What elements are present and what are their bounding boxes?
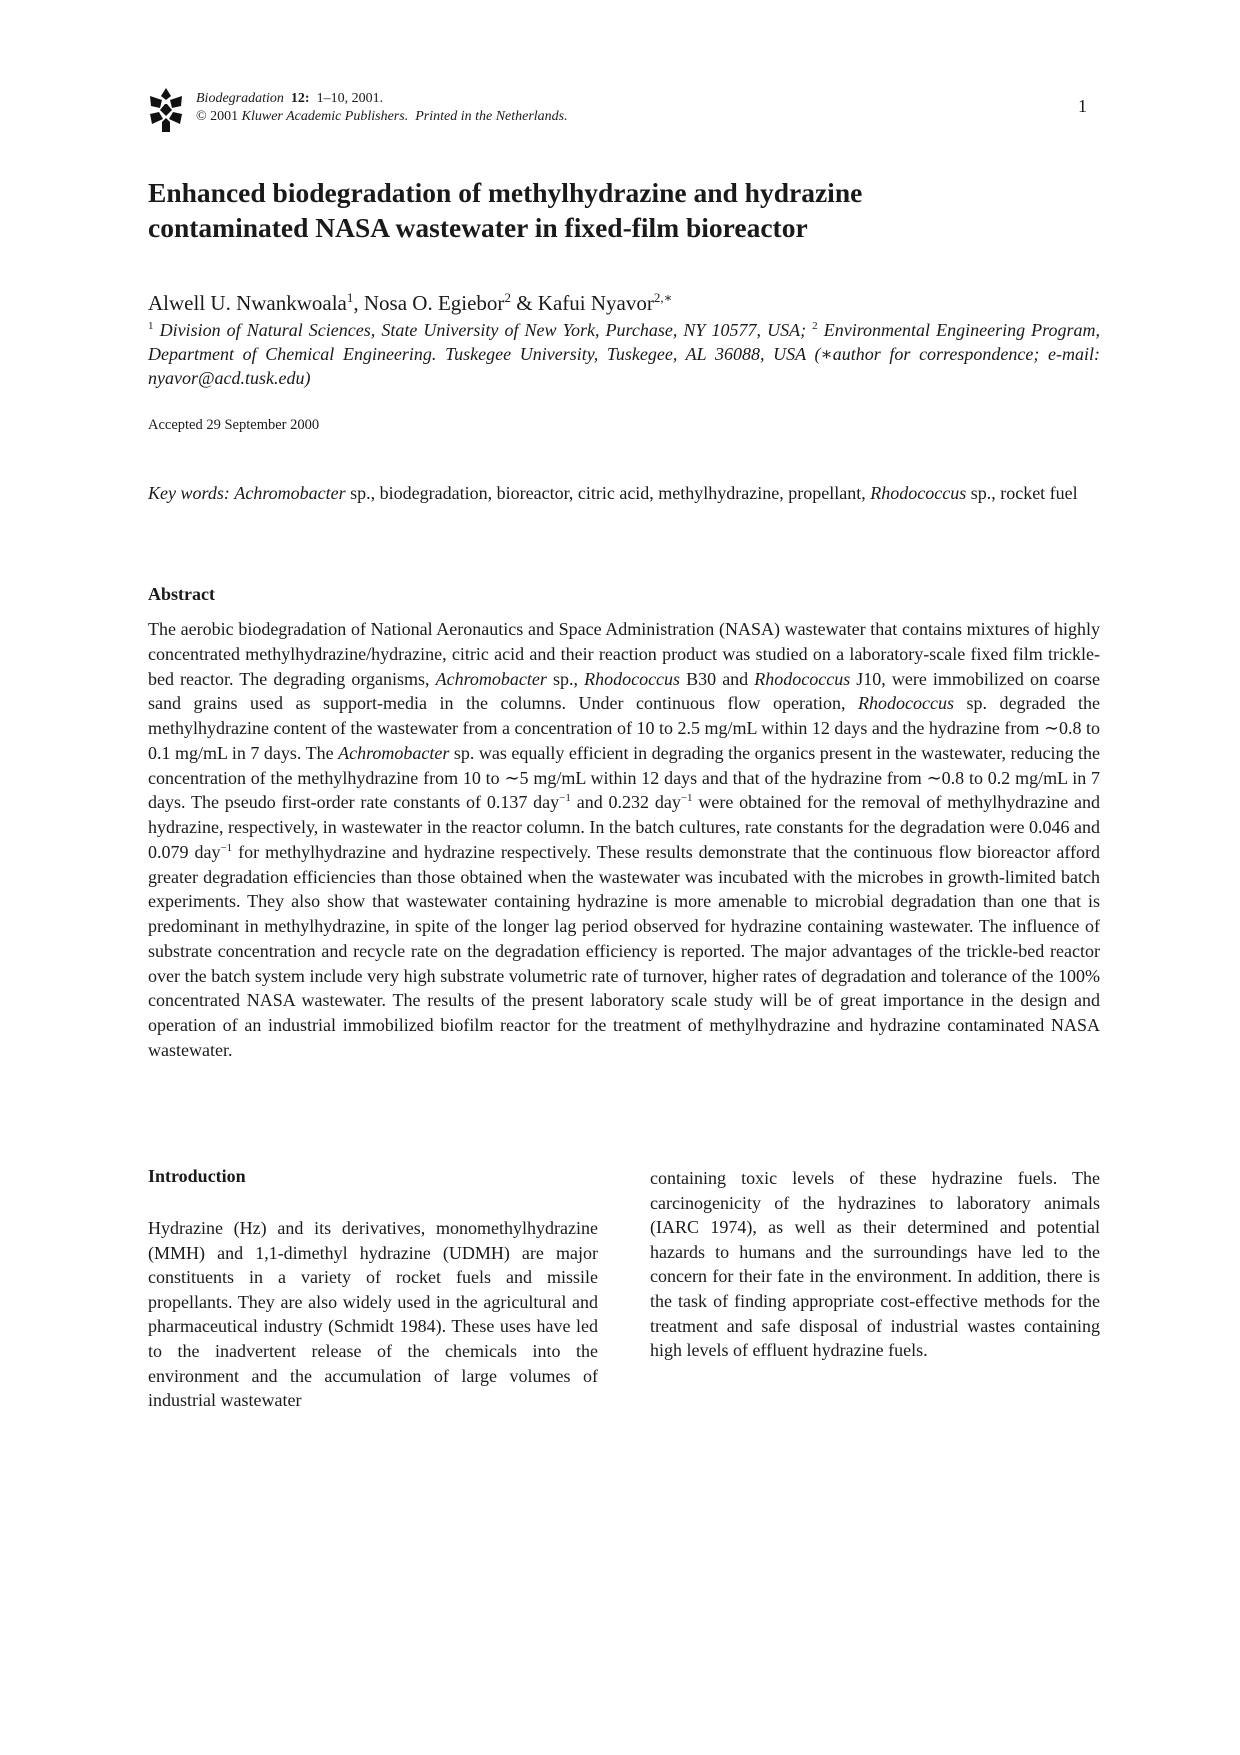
author-name: Kafui Nyavor [537,291,654,315]
journal-pages-year: 1–10, 2001. [316,91,384,106]
organism-name: Rhodococcus [754,668,851,689]
affiliation-text: Division of Natural Sciences, State University of New York, Purchase, NY 10577, USA; [153,320,813,340]
introduction-right-column: containing toxic levels of these hydrazine fuels. The carcinogenicity of the hydrazines to laboratory animals (IARC 1974), as well as their determined and potential hazards to humans and the surroundings have led to the concern for their fate in the environment. In addition, there is the task of finding appropriate cost-effective methods for the treatment and safe disposal of industrial wastes containing high levels of effluent hydrazine fuels. [650,1168,1100,1361]
accepted-date: Accepted 29 September 2000 [148,417,320,433]
keyword-text: sp., biodegradation, bioreactor, citric acid, methylhydrazine, propellant, [345,483,871,503]
running-head [196,90,568,126]
journal-name: Biodegradation [196,91,284,106]
author-name: Nosa O. Egiebor [363,291,505,315]
keywords [148,481,1100,505]
exponent: −1 [220,841,233,854]
author-list [148,290,672,316]
affiliation-mark: 1 [148,320,154,332]
publisher-logo-icon [148,86,184,134]
paper-title-line-1: Enhanced biodegradation of methylhydrazine and hydrazine [148,177,863,208]
abstract-text: for methylhydrazine and hydrazine respectively. These results demonstrate that the continuous flow bioreactor afford greater degradation efficiencies than those obtained when the wastewater was incubated with the microbes in growth-limited batch experiments. They also show that wastewater containing hydrazine is more amenable to microbial degradation than one that is predominant in methylhydrazine, in spite of the longer lag period observed for hydrazine containing wastewater. The influence of substrate concentration and recycle rate on the degradation efficiency is reported. The major advantages of the trickle-bed reactor over the batch system include very high substrate volumetric rate of turnover, higher rates of degradation and tolerance of the 100% concentrated NASA wastewater. The results of the present laboratory scale study will be of great importance in the design and operation of an industrial immobilized biofilm reactor for the treatment of methylhydrazine and hydrazine contaminated NASA wastewater. [148,841,1100,1060]
abstract-text: B30 and [680,668,755,689]
introduction-heading: Introduction [148,1166,246,1186]
copyright-notice: © 2001 [196,109,239,124]
author-separator: , [353,291,364,315]
affiliation-text: Environmental Engineering Program, Department of Chemical Engineering. Tuskegee University, Tuskegee, AL 36088, USA (∗author for correspondence; e-mail: nyavor@acd.tusk.edu) [148,320,1100,388]
keyword-text: sp., rocket fuel [966,483,1078,503]
author-affiliation-mark: 2 [504,290,511,305]
abstract-body [148,617,1100,1063]
printed-note: Printed in the Netherlands. [415,109,568,124]
abstract-text: The aerobic biodegradation of National Aeronautics and Space Administration (NASA) wastewater that contains mixtures of highly concentrated methylhydrazine/hydrazine, citric acid and their reaction product was studied on a laboratory-scale fixed film trickle-bed reactor. The degrading organisms, [148,619,1100,689]
paper-title-line-2: contaminated NASA wastewater in fixed-film bioreactor [148,212,808,243]
page-number: 1 [1078,96,1087,116]
exponent: −1 [559,792,571,805]
publisher-name: Kluwer Academic Publishers. [241,109,409,124]
author-separator: & [510,291,538,315]
abstract-text: and 0.232 day [570,792,681,813]
abstract-text: sp. was equally efficient in degrading the organics present in the wastewater, reducing the concentration of the methylhydrazine from 10 to ∼5 mg/mL within 12 days and that of the hydrazine from ∼0.8 to 0.2 mg/mL in 7 days. The pseudo first-order rate constants of 0.137 day [148,742,1100,813]
journal-citation [196,90,568,108]
abstract-text: J10, were immobilized on coarse sand grains used as support-media in the columns. Under continuous flow operation, [148,668,1100,714]
journal-volume: 12: [290,91,310,106]
keyword-italic: Achromobacter [234,483,346,503]
organism-name: Rhodococcus [858,693,954,714]
author-affiliation-mark: 1 [346,290,354,305]
keyword-italic: Rhodococcus [870,483,967,503]
author-affiliation-mark: 2,∗ [653,290,673,305]
abstract-text: were obtained for the removal of methylhydrazine and hydrazine, respectively, in wastewater in the reactor column. In the batch cultures, rate constants for the degradation were 0.046 and 0.079 day [148,792,1101,862]
organism-name: Achromobacter [338,742,450,763]
author-affiliations [148,318,1100,390]
introduction-left-column: Hydrazine (Hz) and its derivatives, monomethylhydrazine (MMH) and 1,1-dimethyl hydrazine (UDMH) are major constituents in a variety of rocket fuels and missile propellants. They are also widely used in the agricultural and pharmaceutical industry (Schmidt 1984). These uses have led to the inadvertent release of the chemicals into the environment and the accumulation of large volumes of industrial wastewater [148,1218,598,1411]
affiliation-mark: 2 [812,320,818,332]
exponent: −1 [680,792,693,805]
author-name: Alwell U. Nwankwoala [148,291,347,315]
abstract-heading: Abstract [148,584,215,604]
abstract-text: sp., [546,668,585,689]
organism-name: Achromobacter [435,668,547,689]
paper-title [148,175,1108,245]
organism-name: Rhodococcus [584,668,681,689]
copyright-line [196,108,568,126]
keywords-label: Key words: [148,483,230,503]
abstract-text: sp. degraded the methylhydrazine content of the wastewater from a concentration of 10 to 2.5 mg/mL within 12 days and the hydrazine from ∼0.8 to 0.1 mg/mL in 7 days. The [148,693,1100,763]
